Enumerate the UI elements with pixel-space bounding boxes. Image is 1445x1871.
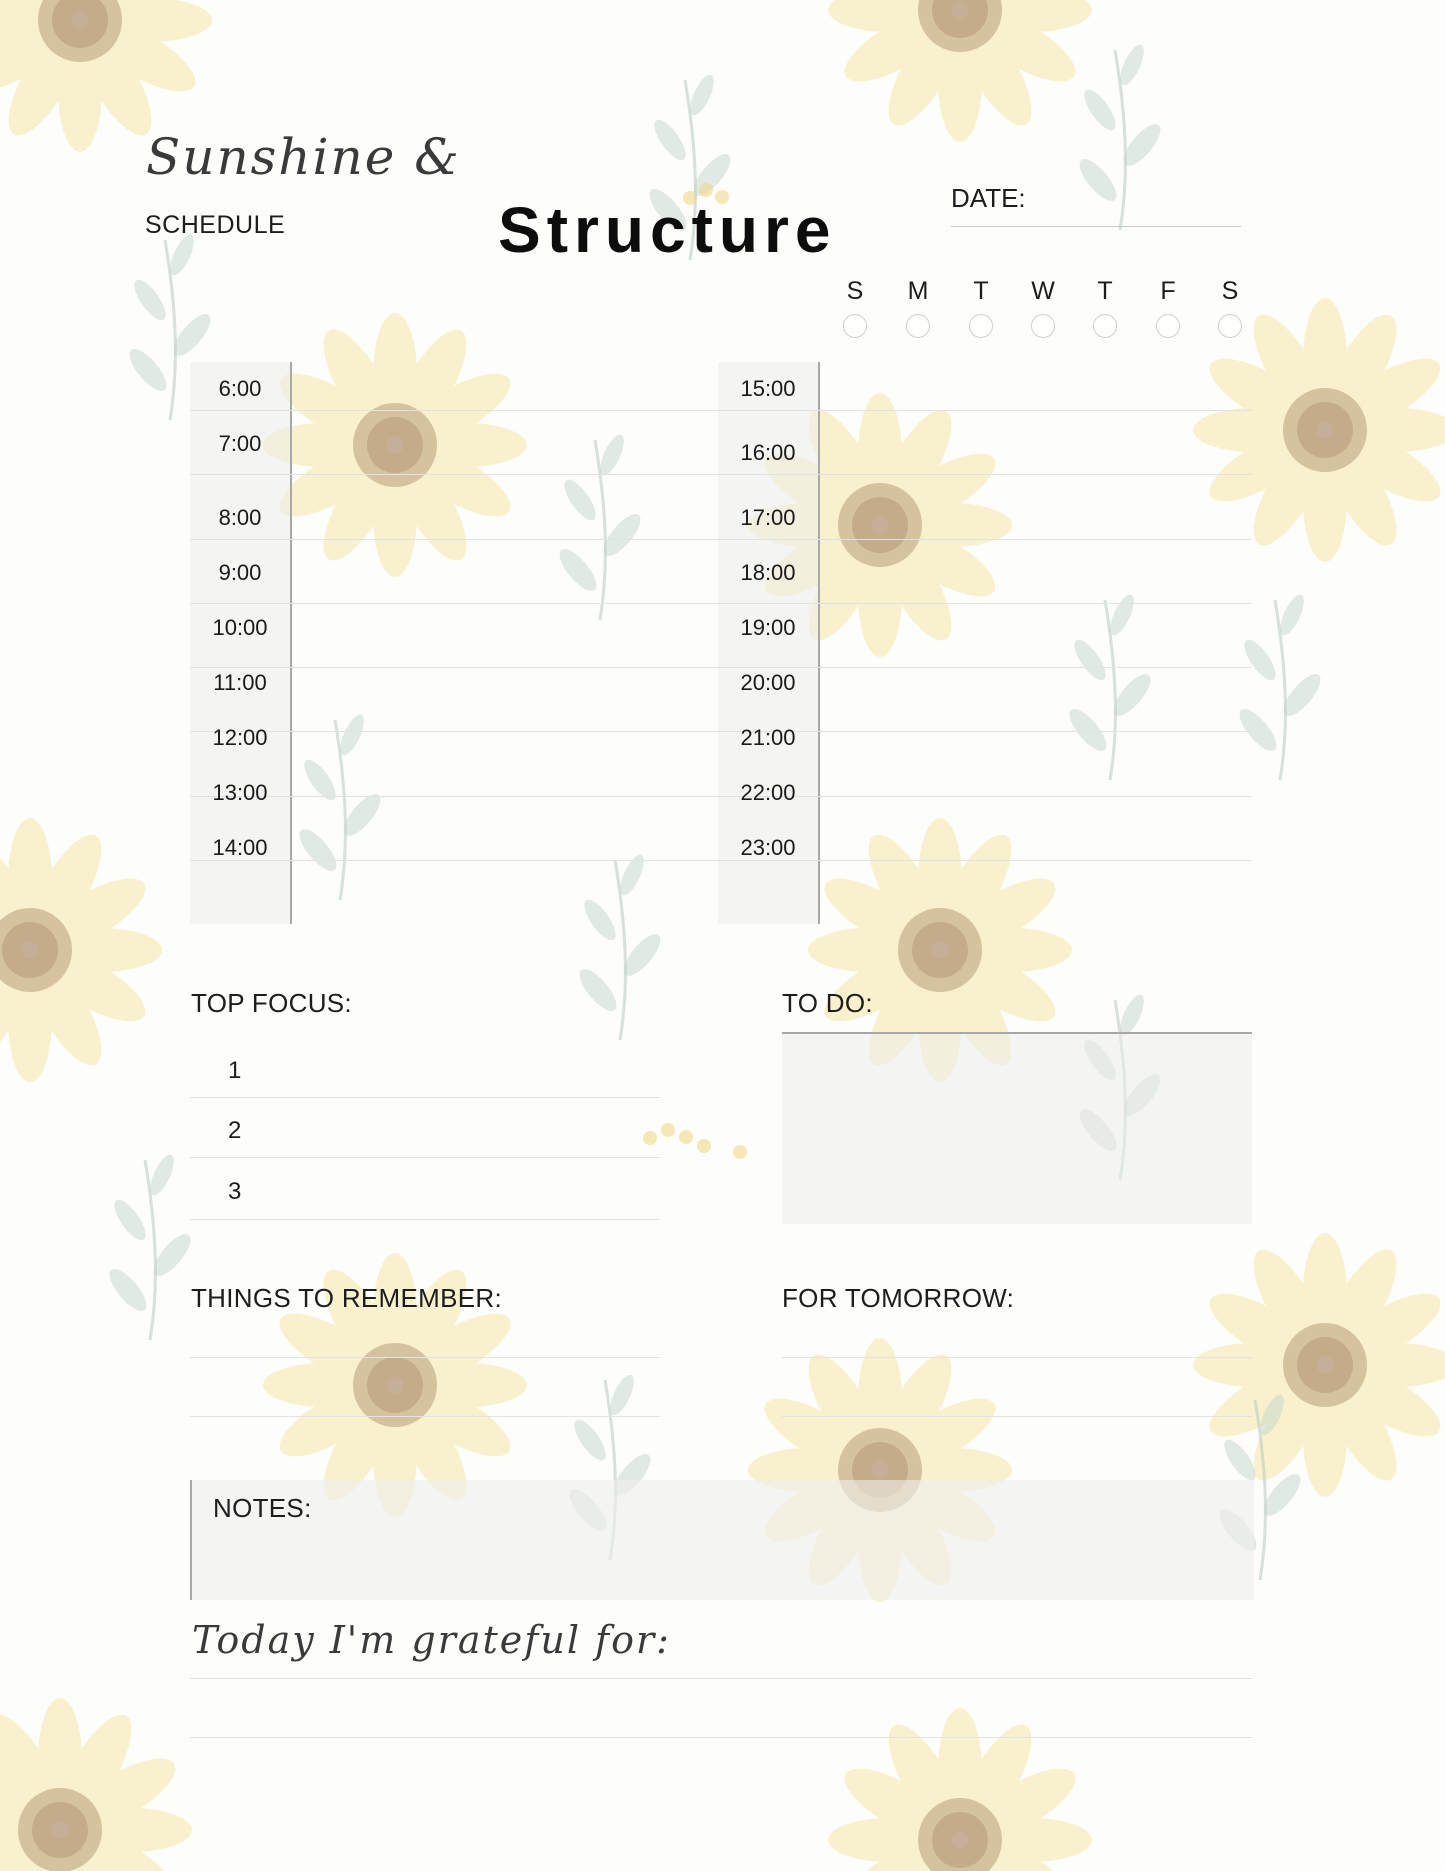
time-label: 8:00 <box>218 505 262 530</box>
tomorrow-line-2[interactable] <box>782 1416 1252 1417</box>
remember-line-2[interactable] <box>190 1416 660 1417</box>
tomorrow-line-1[interactable] <box>782 1357 1252 1358</box>
time-label: 21:00 <box>740 725 796 750</box>
weekday-label: M <box>907 277 929 305</box>
weekday-thu[interactable] <box>1085 276 1125 338</box>
focus-line-2[interactable] <box>190 1157 660 1158</box>
grateful-label: Today I'm grateful for: <box>192 1618 671 1662</box>
weekday-label: F <box>1160 277 1176 305</box>
weekday-circle[interactable] <box>1031 314 1055 338</box>
row-divider <box>190 474 720 475</box>
focus-number: 1 <box>228 1057 242 1084</box>
top-focus-label: TOP FOCUS: <box>191 988 352 1018</box>
subtitle-schedule: SCHEDULE <box>145 211 286 239</box>
focus-line-1[interactable] <box>190 1097 660 1098</box>
todo-label: TO DO: <box>782 988 873 1018</box>
weekday-wed[interactable] <box>1023 276 1063 338</box>
time-label: 7:00 <box>218 431 262 456</box>
weekday-selector <box>835 276 1255 346</box>
time-label: 12:00 <box>212 725 268 750</box>
weekday-circle[interactable] <box>969 314 993 338</box>
row-divider <box>718 603 1252 604</box>
notes-label: NOTES: <box>213 1493 312 1523</box>
time-label: 23:00 <box>740 835 796 860</box>
weekday-mon[interactable] <box>898 276 938 338</box>
time-label: 14:00 <box>212 835 268 860</box>
weekday-label: S <box>1221 277 1239 305</box>
row-divider <box>718 539 1252 540</box>
time-label: 22:00 <box>740 780 796 805</box>
time-label: 18:00 <box>740 560 796 585</box>
time-label: 6:00 <box>218 376 262 401</box>
time-label: 9:00 <box>218 560 262 585</box>
weekday-label: W <box>1031 277 1055 305</box>
weekday-sun[interactable] <box>835 276 875 338</box>
time-label: 11:00 <box>213 670 267 695</box>
time-label: 13:00 <box>212 780 268 805</box>
time-label: 10:00 <box>212 615 268 640</box>
schedule-morning <box>190 362 720 924</box>
weekday-circle[interactable] <box>906 314 930 338</box>
grateful-line-2[interactable] <box>190 1737 1252 1738</box>
remember-label: THINGS TO REMEMBER: <box>191 1283 502 1313</box>
weekday-tue[interactable] <box>961 276 1001 338</box>
date-field[interactable] <box>951 226 1241 227</box>
time-label: 20:00 <box>740 670 796 695</box>
remember-line-1[interactable] <box>190 1357 660 1358</box>
row-divider <box>718 474 1252 475</box>
time-label: 19:00 <box>740 615 796 640</box>
focus-number: 3 <box>228 1178 242 1205</box>
focus-number: 2 <box>228 1117 242 1144</box>
row-divider <box>190 410 720 411</box>
row-divider <box>190 603 720 604</box>
script-title: Sunshine & <box>146 128 461 186</box>
todo-box[interactable] <box>782 1032 1252 1224</box>
row-divider <box>718 667 1252 668</box>
schedule-evening <box>718 362 1252 924</box>
weekday-fri[interactable] <box>1148 276 1188 338</box>
weekday-circle[interactable] <box>843 314 867 338</box>
weekday-label: S <box>846 277 864 305</box>
time-label: 17:00 <box>740 505 796 530</box>
notes-box[interactable] <box>190 1480 1254 1600</box>
time-label: 15:00 <box>740 376 796 401</box>
row-divider <box>190 539 720 540</box>
focus-line-3[interactable] <box>190 1219 660 1220</box>
weekday-circle[interactable] <box>1093 314 1117 338</box>
row-divider <box>190 667 720 668</box>
weekday-sat[interactable] <box>1210 276 1250 338</box>
page-title: Structure <box>498 194 837 266</box>
row-divider <box>718 410 1252 411</box>
weekday-circle[interactable] <box>1156 314 1180 338</box>
time-label: 16:00 <box>740 440 796 465</box>
tomorrow-label: FOR TOMORROW: <box>782 1283 1015 1313</box>
weekday-label: T <box>973 277 989 305</box>
weekday-circle[interactable] <box>1218 314 1242 338</box>
date-label: DATE: <box>951 183 1026 213</box>
weekday-label: T <box>1097 277 1113 305</box>
grateful-line-1[interactable] <box>190 1678 1252 1679</box>
